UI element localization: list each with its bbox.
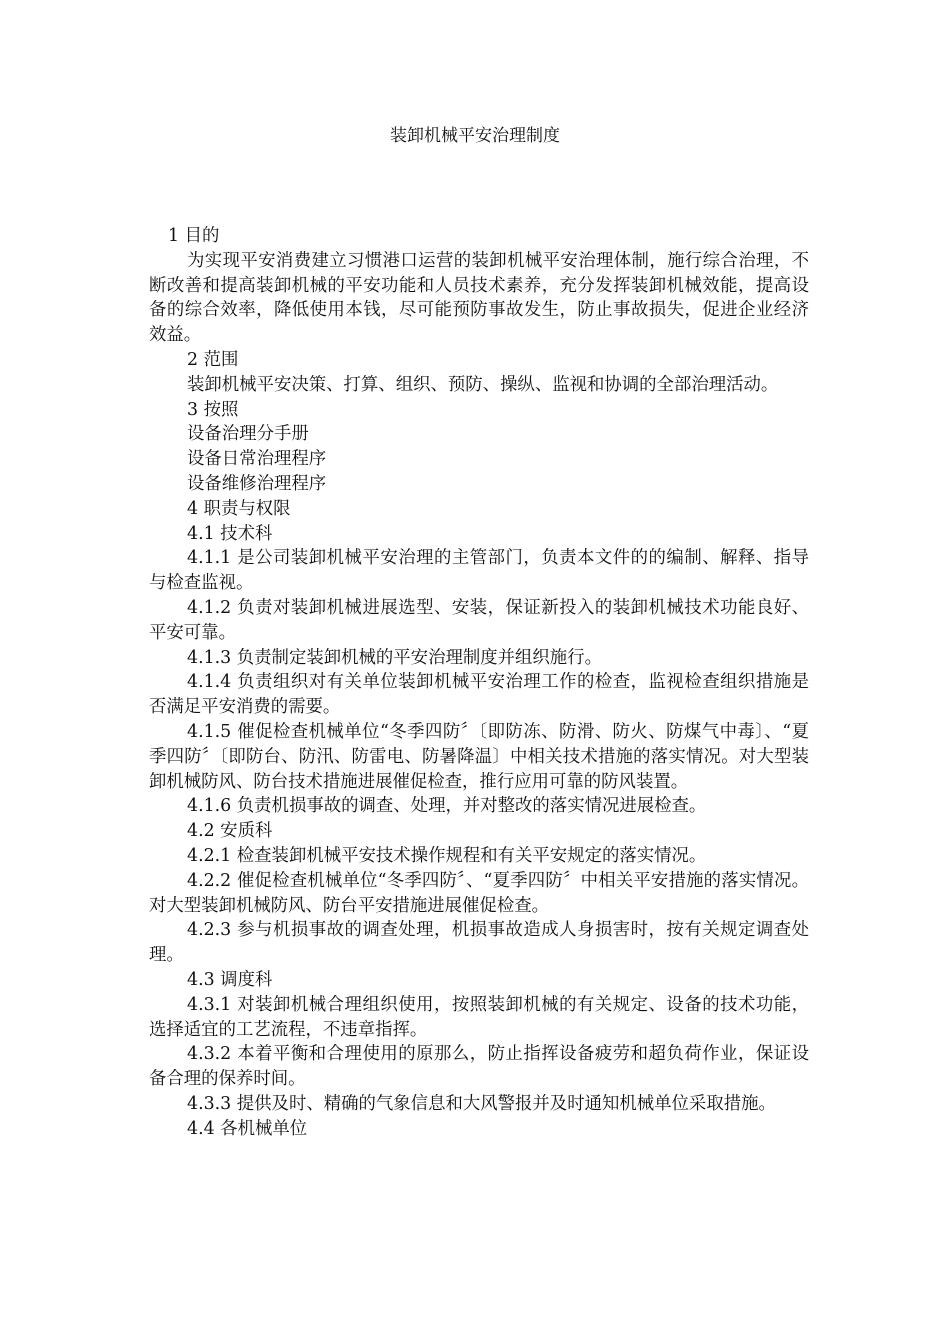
section-heading: 4 职责与权限 xyxy=(187,498,291,519)
paragraph: 为实现平安消费建立习惯港口运营的装卸机械平安治理体制，施行综合治理，不断改善和提高装卸机械的平安功能和人员技术素养，充分发挥装卸机械效能，提高设备的综合效率，降低使用本钱，尽可能预防事故发生，防止事故损失，促进企业经济效益。 xyxy=(149,250,809,346)
clause: 4.3.2 本着平衡和合理使用的原那么，防止指挥设备疲劳和超负荷作业，保证设备合理的保养时间。 xyxy=(149,1044,809,1090)
clause: 4.1.6 负责机损事故的调查、处理，并对整改的落实情况进展检查。 xyxy=(187,796,707,817)
subsection-heading: 4.3 调度科 xyxy=(187,969,273,990)
clause: 4.2.3 参与机损事故的调查处理，机损事故造成人身损害时，按有关规定调查处理。 xyxy=(149,920,809,966)
section-heading: 1 目的 xyxy=(168,226,220,246)
subsection-heading: 4.4 各机械单位 xyxy=(187,1118,308,1139)
clause: 4.1.5 催促检查机械单位“冬季四防〞〔即防冻、防滑、防火、防煤气中毒〕、“夏季四防〞〔即防台、防汛、防雷电、防暑降温〕中相关技术措施的落实情况。对大型装卸机械防风、防台技术措施进展催促检查，推行应用可靠的防风装置。 xyxy=(149,721,809,792)
document-body xyxy=(149,224,809,1141)
reference-item: 设备维修治理程序 xyxy=(187,473,327,494)
subsection-heading: 4.1 技术科 xyxy=(187,523,273,544)
paragraph: 装卸机械平安决策、打算、组织、预防、操纵、监视和协调的全部治理活动。 xyxy=(187,374,779,395)
reference-item: 设备日常治理程序 xyxy=(187,449,327,470)
document-title: 装卸机械平安治理制度 xyxy=(390,126,560,146)
clause: 4.1.2 负责对装卸机械进展选型、安装，保证新投入的装卸机械技术功能良好、平安可靠。 xyxy=(149,597,809,643)
clause: 4.2.2 催促检查机械单位“冬季四防〞、“夏季四防〞中相关平安措施的落实情况。对大型装卸机械防风、防台平安措施进展催促检查。 xyxy=(149,870,809,916)
clause: 4.1.4 负责组织对有关单位装卸机械平安治理工作的检查，监视检查组织措施是否满足平安消费的需要。 xyxy=(149,672,809,718)
clause: 4.2.1 检查装卸机械平安技术操作规程和有关平安规定的落实情况。 xyxy=(187,845,707,866)
section-heading: 2 范围 xyxy=(187,349,239,370)
subsection-heading: 4.2 安质科 xyxy=(187,821,273,842)
clause: 4.1.1 是公司装卸机械平安治理的主管部门，负责本文件的的编制、解释、指导与检查监视。 xyxy=(149,548,809,594)
reference-item: 设备治理分手册 xyxy=(187,424,309,445)
clause: 4.1.3 负责制定装卸机械的平安治理制度并组织施行。 xyxy=(187,647,602,668)
clause: 4.3.3 提供及时、精确的气象信息和大风警报并及时通知机械单位采取措施。 xyxy=(187,1093,776,1114)
clause: 4.3.1 对装卸机械合理组织使用，按照装卸机械的有关规定、设备的技术功能，选择适宜的工艺流程，不违章指挥。 xyxy=(149,994,809,1040)
section-heading: 3 按照 xyxy=(187,399,239,420)
